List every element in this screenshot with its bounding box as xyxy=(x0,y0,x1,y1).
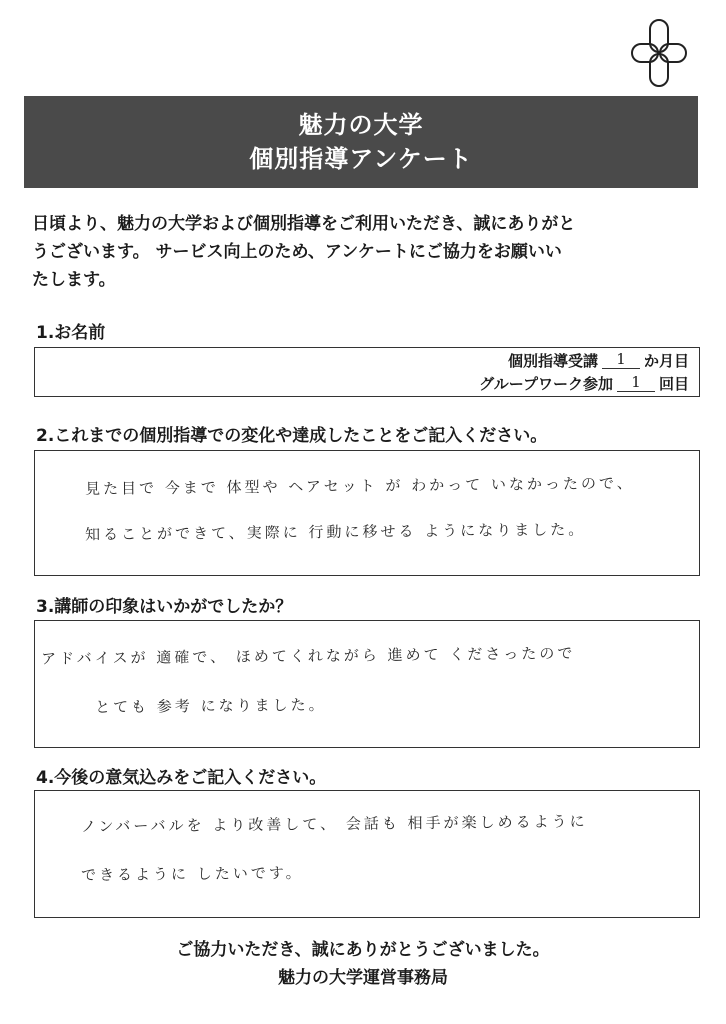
group-unit: 回目 xyxy=(658,375,689,393)
group-value[interactable]: 1 xyxy=(617,373,655,392)
section4-answer-box[interactable] xyxy=(34,790,700,918)
name-field[interactable] xyxy=(34,347,700,397)
section2-answer-line-2: 知ることができて、実際に 行動に移せる ようになりました。 xyxy=(84,520,587,544)
brand-logo-icon xyxy=(630,18,688,88)
title-line-1: 魅力の大学 xyxy=(298,111,424,139)
section1-label: 1.お名前 xyxy=(36,323,106,343)
section4-label: 4.今後の意気込みをご記入ください。 xyxy=(36,768,327,788)
intro-line-3: たします。 xyxy=(32,270,116,290)
sessions-row xyxy=(508,350,689,371)
section4-answer-line-2: できるように したいです。 xyxy=(80,863,304,885)
section3-answer-box[interactable] xyxy=(34,620,700,748)
section2-answer-box[interactable] xyxy=(34,450,700,576)
section3-answer-line-2: とても 参考 になりました。 xyxy=(94,695,327,717)
intro-line-2: うございます。 サービス向上のため、アンケートにご協力をお願いい xyxy=(32,242,562,262)
section3-label: 3.講師の印象はいかがでしたか？ xyxy=(36,597,293,617)
footer xyxy=(0,936,726,992)
group-row xyxy=(479,373,689,394)
section2-answer-line-1: 見た目で 今まで 体型や ヘアセット が わかって いなかったので、 xyxy=(84,474,635,498)
footer-thanks: ご協力いただき、誠にありがとうございました。 xyxy=(176,940,550,960)
group-label: グループワーク参加 xyxy=(479,375,613,393)
title-line-2: 個別指導アンケート xyxy=(249,145,473,173)
section3-answer-line-1: アドバイスが 適確で、 ほめてくれながら 進めて くださったので xyxy=(40,644,576,668)
sessions-label: 個別指導受講 xyxy=(507,352,598,370)
survey-title-banner xyxy=(24,96,698,188)
sessions-value[interactable]: 1 xyxy=(602,350,640,369)
section2-label: 2.これまでの個別指導での変化や達成したことをご記入ください。 xyxy=(36,426,548,446)
intro-text xyxy=(32,210,700,294)
section4-answer-line-1: ノンバーバルを より改善して、 会話も 相手が楽しめるように xyxy=(80,812,588,836)
sessions-unit: か月目 xyxy=(643,352,689,370)
footer-organization: 魅力の大学運営事務局 xyxy=(278,968,448,988)
intro-line-1: 日頃より、魅力の大学および個別指導をご利用いただき、誠にありがと xyxy=(32,214,576,234)
